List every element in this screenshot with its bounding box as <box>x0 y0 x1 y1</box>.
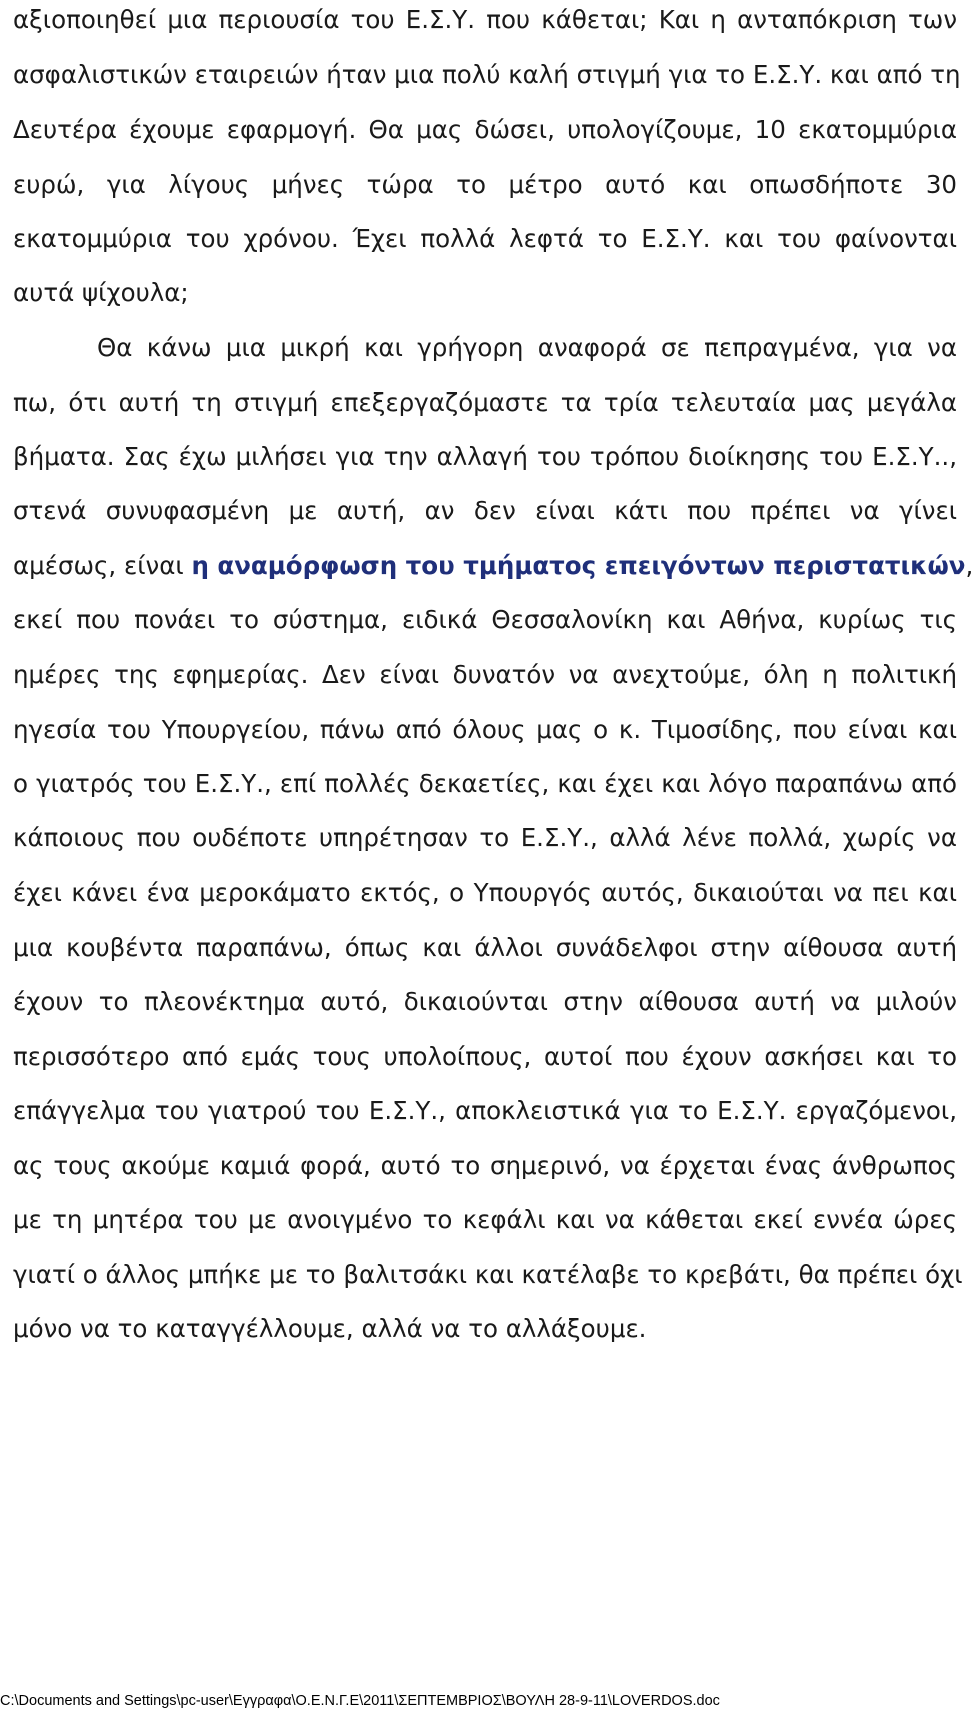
text-line: στενά συνυφασμένη με αυτή, αν δεν είναι κάτι που πρέπει να γίνει <box>13 496 957 525</box>
text-line: αυτά ψίχουλα; <box>13 278 189 307</box>
text-line: επάγγελμα του γιατρού του Ε.Σ.Υ., αποκλειστικά για το Ε.Σ.Υ. εργαζόμενοι, <box>13 1096 957 1125</box>
text-line: έχουν το πλεονέκτημα αυτό, δικαιούνται στην αίθουσα αυτή να μιλούν <box>13 987 957 1016</box>
text-line: πω, ότι αυτή τη στιγμή επεξεργαζόμαστε τα τρία τελευταία μας μεγάλα <box>13 388 957 417</box>
text-line: αξιοποιηθεί μια περιουσία του Ε.Σ.Υ. που κάθεται; Και η ανταπόκριση των <box>13 5 957 34</box>
text-span: , <box>965 551 973 580</box>
text-line: κάποιους που ουδέποτε υπηρέτησαν το Ε.Σ.Υ., αλλά λένε πολλά, χωρίς να <box>13 823 957 852</box>
text-span: αμέσως, είναι <box>13 551 192 580</box>
text-line: ηγεσία του Υπουργείου, πάνω από όλους μας ο κ. Τιμοσίδης, που είναι και <box>13 715 957 744</box>
text-line: βήματα. Σας έχω μιλήσει για την αλλαγή του τρόπου διοίκησης του Ε.Σ.Υ.., <box>13 442 957 471</box>
text-line: ευρώ, για λίγους μήνες τώρα το μέτρο αυτό και οπωσδήποτε 30 <box>13 170 957 199</box>
text-line: Δευτέρα έχουμε εφαρμογή. Θα μας δώσει, υπολογίζουμε, 10 εκατομμύρια <box>13 115 957 144</box>
footer-file-path: C:\Documents and Settings\pc-user\Εγγραφα\Ο.Ε.Ν.Γ.Ε\2011\ΣΕΠΤΕΜΒΡΙΟΣ\ΒΟΥΛΗ 28-9-11\LOVERDOS.doc <box>0 1693 720 1709</box>
text-line: ας τους ακούμε καμιά φορά, αυτό το σημερινό, να έρχεται ένας άνθρωπος <box>13 1151 957 1180</box>
text-line: με τη μητέρα του με ανοιγμένο το κεφάλι και να κάθεται εκεί εννέα ώρες <box>13 1205 957 1234</box>
text-line: περισσότερο από εμάς τους υπολοίπους, αυτοί που έχουν ασκήσει και το <box>13 1042 957 1071</box>
text-line: ασφαλιστικών εταιρειών ήταν μια πολύ καλή στιγμή για το Ε.Σ.Υ. και από τη <box>13 60 961 89</box>
text-line: εκεί που πονάει το σύστημα, ειδικά Θεσσαλονίκη και Αθήνα, κυρίως τις <box>13 605 957 634</box>
highlighted-phrase: η αναμόρφωση του τμήματος επειγόντων περιστατικών <box>191 551 966 580</box>
text-line: ο γιατρός του Ε.Σ.Υ., επί πολλές δεκαετίες, και έχει και λόγο παραπάνω από <box>13 769 957 798</box>
text-line-with-highlight <box>13 546 973 586</box>
text-line: γιατί ο άλλος μπήκε με το βαλιτσάκι και κατέλαβε το κρεβάτι, θα πρέπει όχι <box>13 1260 963 1289</box>
text-line: εκατομμύρια του χρόνου. Έχει πολλά λεφτά το Ε.Σ.Υ. και του φαίνονται <box>13 224 957 253</box>
text-line: μια κουβέντα παραπάνω, όπως και άλλοι συνάδελφοι στην αίθουσα αυτή <box>13 933 957 962</box>
text-line: μόνο να το καταγγέλλουμε, αλλά να το αλλάξουμε. <box>13 1314 647 1343</box>
text-line: έχει κάνει ένα μεροκάματο εκτός, ο Υπουργός αυτός, δικαιούται να πει και <box>13 878 957 907</box>
text-line: ημέρες της εφημερίας. Δεν είναι δυνατόν να ανεχτούμε, όλη η πολιτική <box>13 660 957 689</box>
text-line-indented: Θα κάνω μια μικρή και γρήγορη αναφορά σε πεπραγμένα, για να <box>97 333 957 362</box>
